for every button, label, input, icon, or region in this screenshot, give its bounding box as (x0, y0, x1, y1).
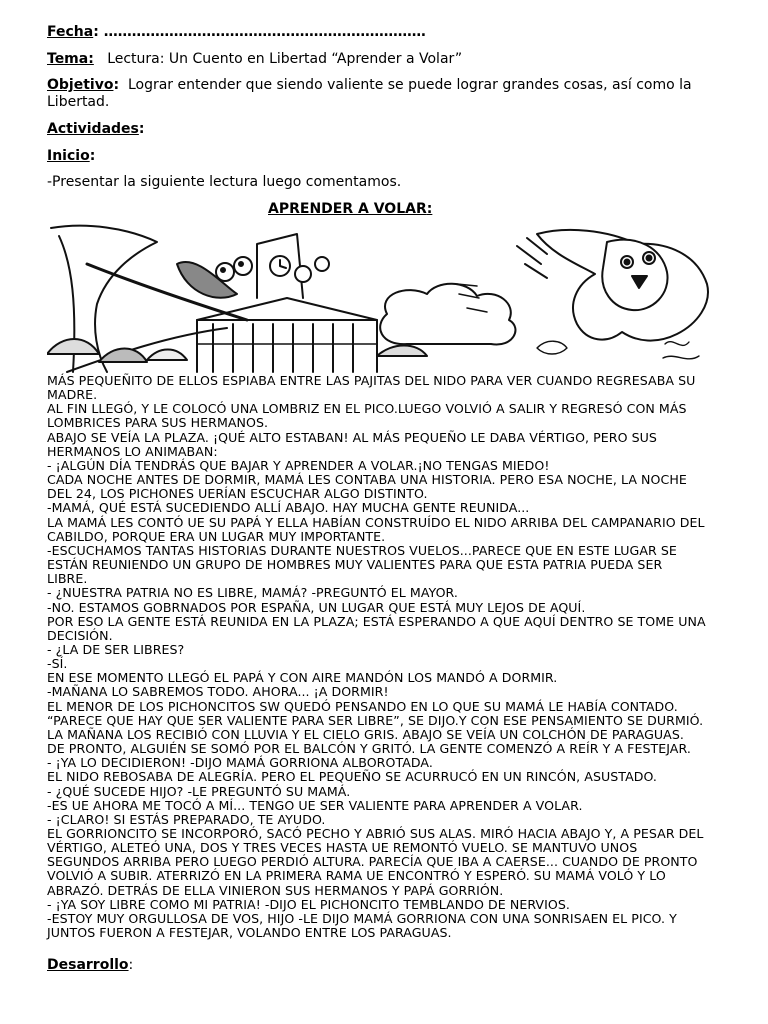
story-line: LA MAÑANA LOS RECIBIÓ CON LLUVIA Y EL CIELO GRIS. ABAJO SE VEÍA UN COLCHÓN DE PARAGUAS. (47, 726, 684, 742)
story-line: - ¿NUESTRA PATRIA NO ES LIBRE, MAMÁ? -PREGUNTÓ EL MAYOR. (47, 585, 458, 601)
story-line: EL GORRIONCITO SE INCORPORÓ, SACÓ PECHO Y ABRIÓ SUS ALAS. MIRÓ HACIA ABAJO Y, A PESAR DEL (47, 826, 704, 841)
story-line: SEGUNDOS ARRIBA PERO LUEGO PERDIÓ ALTURA. PARECÍA QUE IBA A CAERSE... CUANDO DE PRONTO (47, 854, 698, 870)
story-line: AL FIN LLEGÓ, Y LE COLOCÓ UNA LOMBRIZ EN EL PICO.LUEGO VOLVIÓ A SALIR Y REGRESÓ CON MÁS (47, 401, 687, 417)
story-line: -ESCUCHAMOS TANTAS HISTORIAS DURANTE NUESTROS VUELOS...PARECE QUE EN ESTE LUGAR SE (47, 542, 677, 558)
story-line: LA MAMÁ LES CONTÓ UE SU PAPÁ Y ELLA HABÍAN CONSTRUÍDO EL NIDO ARRIBA DEL CAMPANARIO DEL (47, 514, 705, 530)
desarrollo-row: Desarrollo: (47, 957, 134, 973)
desarrollo-label: Desarrollo (47, 957, 129, 973)
story-line: “PARECE QUE HAY QUE SER VALIENTE PARA SER LIBRE”, SE DIJO.Y CON ESE PENSAMIENTO SE DURMIÓ. (47, 712, 704, 728)
story-title: APRENDER A VOLAR (268, 201, 427, 217)
story-line: VOLVIÓ A SUBIR. ATERRIZÓ EN LA PRIMERA RAMA UE ENCONTRÓ Y ESPERÓ. SU MAMÁ VOLÓ Y LO (47, 868, 666, 884)
story-line: DE PRONTO, ALGUIÉN SE SOMÓ POR EL BALCÓN Y GRITÓ. LA GENTE COMENZÓ A REÍR Y A FESTEJAR. (47, 741, 691, 757)
objetivo-value-continued: Libertad. (47, 94, 110, 110)
story-line: MADRE. (47, 387, 98, 403)
objetivo-row: Objetivo: Lograr entender que siendo valiente se puede lograr grandes cosas, así como la (47, 77, 692, 93)
fecha-label: Fecha (47, 24, 94, 40)
story-line: - ¡YA LO DECIDIERON! -DIJO MAMÁ GORRIONA ALBOROTADA. (47, 755, 433, 771)
story-line: DECISIÓN. (47, 627, 113, 643)
story-line: ABAJO SE VEÍA LA PLAZA. ¡QUÉ ALTO ESTABAN! AL MÁS PEQUEÑO LE DABA VÉRTIGO, PERO SUS (47, 429, 657, 445)
story-line: -ES UE AHORA ME TOCÓ A MÍ... TENGO UE SER VALIENTE PARA APRENDER A VOLAR. (47, 797, 583, 813)
actividades-row: Actividades: (47, 121, 145, 137)
story-line: -SÍ. (47, 656, 68, 672)
story-line: POR ESO LA GENTE ESTÁ REUNIDA EN LA PLAZA; ESTÁ ESPERANDO A QUE AQUÍ DENTRO SE TOME UNA (47, 613, 706, 629)
fecha-row: Fecha: …………………………………………………………… (47, 24, 426, 40)
story-line: MÁS PEQUEÑITO DE ELLOS ESPIABA ENTRE LAS PAJITAS DEL NIDO PARA VER CUANDO REGRESABA SU (47, 373, 696, 388)
story-line: VÉRTIGO, ALETEÓ UNA, DOS Y TRES VECES HASTA UE REMONTÓ VUELO. SE MANTUVO UNOS (47, 840, 638, 856)
story-line: EN ESE MOMENTO LLEGÓ EL PAPÁ Y CON AIRE MANDÓN LOS MANDÓ A DORMIR. (47, 670, 558, 686)
story-line: ESTÁN REUNIENDO UN GRUPO DE HOMBRES MUY VALIENTES PARA QUE ESTA PATRIA PUEDA SER (47, 557, 663, 573)
story-line: -NO. ESTAMOS GOBRNADOS POR ESPAÑA, UN LUGAR QUE ESTÁ MUY LEJOS DE AQUÍ. (47, 599, 586, 615)
story-line: CABILDO, PORQUE ERA UN LUGAR MUY IMPORTANTE. (47, 528, 386, 544)
story-line: HERMANOS LO ANIMABAN: (47, 443, 218, 459)
story-line: ABRAZÓ. DETRÁS DE ELLA VINIERON SUS HERMANOS Y PAPÁ GORRIÓN. (47, 882, 504, 898)
story-line: DEL 24, LOS PICHONES UERÍAN ESCUCHAR ALGO DISTINTO. (47, 486, 428, 502)
story-line: -MAMÁ, QUÉ ESTÁ SUCEDIENDO ALLÍ ABAJO. HAY MUCHA GENTE REUNIDA... (47, 500, 530, 516)
story-line: EL NIDO REBOSABA DE ALEGRÍA. PERO EL PEQUEÑO SE ACURRUCÓ EN UN RINCÓN, ASUSTADO. (47, 769, 657, 785)
story-line: - ¿QUÉ SUCEDE HIJO? -LE PREGUNTÓ SU MAMÁ. (47, 783, 351, 799)
inicio-label: Inicio (47, 148, 90, 164)
objetivo-label: Objetivo (47, 77, 114, 93)
story-line: CADA NOCHE ANTES DE DORMIR, MAMÁ LES CONTABA UNA HISTORIA. PERO ESA NOCHE, LA NOCHE (47, 472, 687, 488)
tema-row (47, 51, 462, 68)
inicio-row: Inicio: (47, 148, 96, 164)
story-title-row: APRENDER A VOLAR: (268, 201, 433, 217)
story-line: -MAÑANA LO SABREMOS TODO. AHORA... ¡A DORMIR! (47, 684, 389, 700)
fecha-value: …………………………………………………………… (98, 24, 426, 40)
story-illustration (47, 224, 712, 374)
story-line: - ¿LA DE SER LIBRES? (47, 641, 185, 657)
actividades-label: Actividades (47, 121, 139, 137)
inicio-text: -Presentar la siguiente lectura luego comentamos. (47, 174, 402, 190)
story-line: - ¡CLARO! SI ESTÁS PREPARADO, TE AYUDO. (47, 811, 326, 827)
story-line: LOMBRICES PARA SUS HERMANOS. (47, 415, 269, 431)
story-text (47, 374, 727, 940)
story-line: -ESTOY MUY ORGULLOSA DE VOS, HIJO -LE DIJO MAMÁ GORRIONA CON UNA SONRISAEN EL PICO. Y (47, 910, 677, 926)
story-line: - ¡YA SOY LIBRE COMO MI PATRIA! -DIJO EL PICHONCITO TEMBLANDO DE NERVIOS. (47, 896, 570, 912)
story-line: EL MENOR DE LOS PICHONCITOS SW QUEDÓ PENSANDO EN LO QUE SU MAMÁ LE HABÍA CONTADO. (47, 698, 678, 714)
story-line: LIBRE. (47, 571, 88, 587)
story-line: - ¡ALGÚN DÍA TENDRÁS QUE BAJAR Y APRENDER A VOLAR.¡NO TENGAS MIEDO! (47, 457, 550, 473)
objetivo-value: Lograr entender que siendo valiente se puede lograr grandes cosas, así como la (127, 77, 692, 93)
tema-label: Tema: (47, 51, 94, 67)
tema-value: Lectura: Un Cuento en Libertad “Aprender a Volar” (107, 51, 463, 67)
story-line: JUNTOS FUERON A FESTEJAR, VOLANDO ENTRE LOS PARAGUAS. (47, 925, 452, 941)
